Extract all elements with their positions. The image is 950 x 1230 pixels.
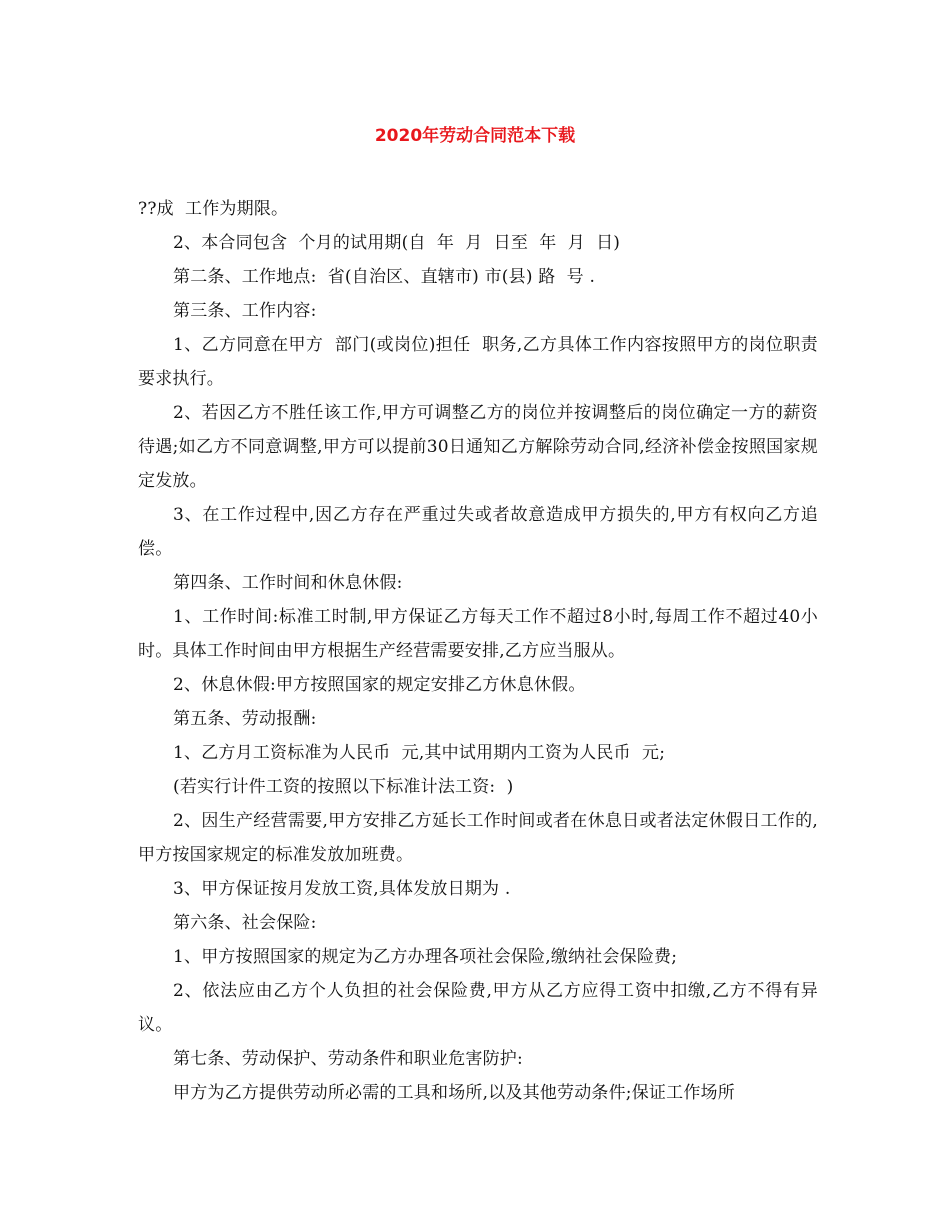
paragraph: 2、依法应由乙方个人负担的社会保险费,甲方从乙方应得工资中扣缴,乙方不得有异议。 — [138, 981, 818, 1035]
section-heading: 第五条、劳动报酬: — [173, 709, 317, 729]
section-heading: 第四条、工作时间和休息休假: — [173, 573, 403, 593]
paragraph: 2、若因乙方不胜任该工作,甲方可调整乙方的岗位并按调整后的岗位确定一方的薪资待遇;如乙方不同意调整,甲方可以提前30日通知乙方解除劳动合同,经济补偿金按照国家规定发放。 — [138, 403, 818, 491]
paragraph: 1、工作时间:标准工时制,甲方保证乙方每天工作不超过8小时,每周工作不超过40小时。具体工作时间由甲方根据生产经营需要安排,乙方应当服从。 — [138, 607, 818, 661]
paragraph: 1、甲方按照国家的规定为乙方办理各项社会保险,缴纳社会保险费; — [173, 947, 678, 967]
paragraph: ??成 工作为期限。 — [138, 199, 289, 219]
paragraph: 1、乙方同意在甲方 部门(或岗位)担任 职务,乙方具体工作内容按照甲方的岗位职责要求执行。 — [138, 335, 818, 389]
paragraph: 2、本合同包含 个月的试用期(自 年 月 日至 年 月 日) — [173, 233, 621, 253]
paragraph: 1、乙方月工资标准为人民币 元,其中试用期内工资为人民币 元; — [173, 743, 666, 763]
paragraph: (若实行计件工资的按照以下标准计法工资: ) — [173, 777, 514, 797]
paragraph: 2、休息休假:甲方按照国家的规定安排乙方休息休假。 — [173, 675, 586, 695]
paragraph: 第二条、工作地点: 省(自治区、直辖市) 市(县) 路 号 . — [173, 267, 596, 287]
document-body — [138, 192, 818, 1110]
section-heading: 第三条、工作内容: — [173, 301, 317, 321]
section-heading: 第七条、劳动保护、劳动条件和职业危害防护: — [173, 1049, 523, 1069]
paragraph: 3、在工作过程中,因乙方存在严重过失或者故意造成甲方损失的,甲方有权向乙方追偿。 — [138, 505, 818, 559]
document-title: 2020年劳动合同范本下载 — [374, 126, 576, 146]
paragraph: 2、因生产经营需要,甲方安排乙方延长工作时间或者在休息日或者法定休假日工作的,甲方按国家规定的标准发放加班费。 — [138, 811, 818, 865]
section-heading: 第六条、社会保险: — [173, 913, 317, 933]
paragraph: 3、甲方保证按月发放工资,具体发放日期为 . — [173, 879, 511, 899]
paragraph: 甲方为乙方提供劳动所必需的工具和场所,以及其他劳动条件;保证工作场所 — [173, 1083, 735, 1103]
